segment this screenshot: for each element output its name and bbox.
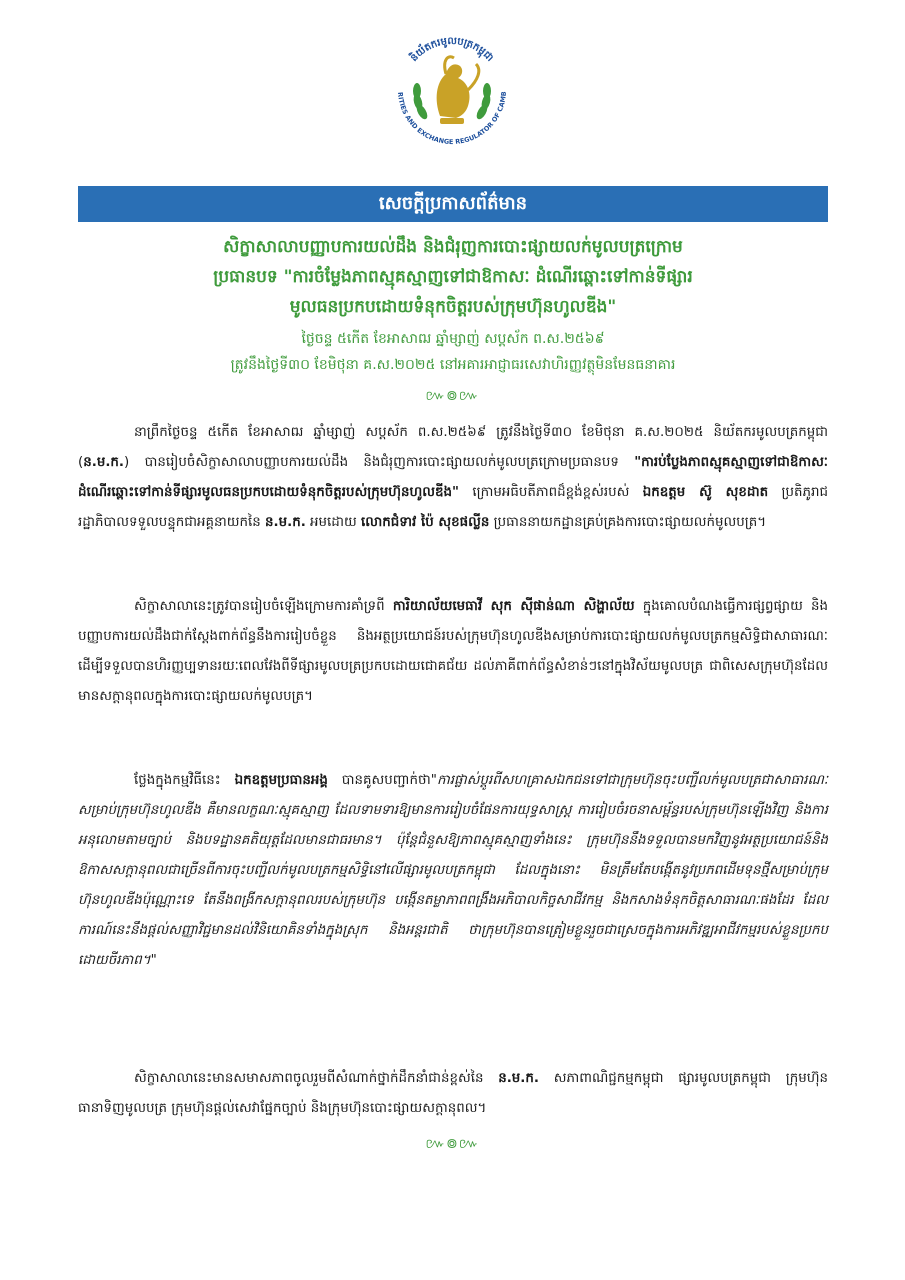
p1-chairman-name: ឯកឧត្តម ស៊ូ សុខដាត bbox=[642, 485, 769, 500]
p1-text-k: ប្រធាននាយកដ្ឋានគ្រប់គ្រងការបោះផ្សាយលក់មូលបត្រ។ bbox=[489, 515, 767, 530]
event-date-location: ត្រូវនឹងថ្ងៃទី៣០ ខែមិថុនា គ.ស.២០២៥ នៅអគារអាជ្ញាធរសេវាហិរញ្ញវត្ថុមិនមែនធនាគារ bbox=[230, 357, 676, 373]
event-date-lunar: ថ្ងៃចន្ទ ៥កើត ខែអាសាឍ ឆ្នាំម្សាញ់ សប្តស័ក ព.ស.២៥៦៩ bbox=[301, 331, 605, 347]
p2-text-a: សិក្ខាសាលានេះត្រូវបានរៀបចំឡើងក្រោមការគាំទ្រពី bbox=[134, 599, 393, 614]
headline-line-3: មូលធនប្រកបដោយទំនុកចិត្តរបស់ក្រុមហ៊ុនហូលឌីង" bbox=[289, 297, 617, 317]
p3-text-a: ថ្លែងក្នុងកម្មវិធីនេះ bbox=[134, 773, 235, 788]
p1-text-g: ប្រតិភូរាជរដ្ឋាភិបាលទទួលបន្ទុកជាអគ្គនាយកនៃ bbox=[78, 485, 829, 530]
p1-text-a: នាព្រឹកថ្ងៃចន្ទ ៥កើត ខែអាសាឍ ឆ្នាំម្សាញ់ សប្តស័ក ព.ស.២៥៦៩ ត្រូវនឹងថ្ងៃទី៣០ ខែមិថុនា គ.ស.២០២៥ និយ័តករមូលបត្រកម្ពុជា ( bbox=[78, 425, 828, 470]
headline-line-1: សិក្ខាសាលាបញ្ញាបការយល់ដឹង និងជំរុញការបោះផ្សាយលក់មូលបត្រក្រោម bbox=[223, 237, 683, 257]
ornament-divider: ៚៙៚ bbox=[425, 388, 480, 404]
p3-quote: "ការផ្លាស់ប្តូរពីសហគ្រាសឯកជនទៅជាក្រុមហ៊ុនចុះបញ្ជីលក់មូលបត្រជាសាធារណៈសម្រាប់ក្រុមហ៊ុនហូលឌីង គឺមានលក្ខណៈស្មុគស្មាញ ដែលទាមទារឱ្យមានការរៀបចំផែនការយុទ្ធសាស្ត្រ ការរៀបចំរចនាសម្ព័ន្ធរបស់ក្រុមហ៊ុនឡើងវិញ និងការអនុលោមតាមច្បាប់ និងបទដ្ឋានគតិយុត្តដែលមានជាធរមាន។ ប៉ុន្តែជំនួសឱ្យភាពស្មុគស្មាញទាំងនេះ ក្រុមហ៊ុននឹងទទួលបានមកវិញនូវអត្ថប្រយោជន៍និងឱកាសសក្តានុពលជាច្រើនពីការចុះបញ្ជីលក់មូលបត្រកម្មសិទ្ធិនៅលើផ្សារមូលបត្រកម្ពុជា ដែលក្នុងនោះ មិនត្រឹមតែបង្កើតនូវប្រភពដើមទុនថ្មីសម្រាប់ក្រុមហ៊ុនហូលឌីងប៉ុណ្ណោះទេ តែនឹងពង្រីកសក្តានុពលរបស់ក្រុមហ៊ុន បង្កើនតម្លាភាពពង្រឹងអភិបាលកិច្ចសាជីវកម្ម និងកសាងទំនុកចិត្តសាធារណៈផងដែរ ដែលការណ៍នេះនឹងផ្តល់សញ្ញាវិជ្ជមានដល់វិនិយោគិនទាំងក្នុងស្រុក និងអន្តរជាតិ ថាក្រុមហ៊ុនបានត្រៀមខ្លួនរួចជាស្រេចក្នុងការអភិវឌ្ឍអាជីវកម្មរបស់ខ្លួនប្រកបដោយចីរភាព។" bbox=[78, 773, 828, 968]
p1-text-e: ក្រោមអធិបតីភាពដ៏ខ្ពង់ខ្ពស់របស់ bbox=[458, 485, 643, 500]
p2-law-firm: ការិយាល័យមេធាវី សុក ស៊ីផាន់ណា សិង្ហាល័យ bbox=[392, 599, 635, 614]
paragraph-1 bbox=[78, 418, 828, 538]
p2-text-c: ក្នុងគោលបំណងធ្វើការផ្សព្វផ្សាយ និងបញ្ញាបការយល់ដឹងជាក់ស្តែងពាក់ព័ន្ធនឹងការរៀបចំខ្លួន និងអត្ថប្រយោជន៍របស់ក្រុមហ៊ុនហូលឌីងសម្រាប់ការបោះផ្សាយលក់មូលបត្រកម្មសិទ្ធិជាសាធារណៈដើម្បីទទួលបានហិរញ្ញប្បទានរយៈពេលវែងពីទីផ្សារមូលបត្រប្រកបដោយជោគជ័យ ដល់ភាគីពាក់ព័ន្ធសំខាន់ៗនៅក្នុងវិស័យមូលបត្រ ជាពិសេសក្រុមហ៊ុនដែលមានសក្តានុពលក្នុងការបោះផ្សាយលក់មូលបត្រ។ bbox=[78, 599, 828, 704]
paragraph-4 bbox=[78, 1064, 828, 1124]
p1-director-name: លោកជំទាវ ប៉ៃ សុខផល្លីន bbox=[361, 515, 490, 530]
p4-text-c: សភាពាណិជ្ជកម្មកម្ពុជា ផ្សារមូលបត្រកម្ពុជា ក្រុមហ៊ុនធានាទិញមូលបត្រ ក្រុមហ៊ុនផ្តល់សេវាផ្នែកច្បាប់ និងក្រុមហ៊ុនបោះផ្សាយសក្តានុពល។ bbox=[78, 1071, 828, 1116]
p1-org-abbr-2: ន.ម.ក. bbox=[265, 515, 306, 530]
headline-line-2: ប្រធានបទ "ការចំម្លែងភាពស្មុគស្មាញទៅជាឱកាសៈ ដំណើរឆ្ពោះទៅកាន់ទីផ្សារ bbox=[213, 267, 693, 287]
logo-top-text: និយ័តករមូលបត្រកម្ពុជា bbox=[408, 35, 496, 64]
p1-theme: "ការប់ប្លែងភាពស្មុគស្មាញទៅជាឱកាសៈ ដំណើរឆ្ពោះទៅកាន់ទីផ្សារមូលធនប្រកបដោយទំនុកចិត្តរបស់ក្រុមហ៊ុនហូលឌីង" bbox=[78, 455, 828, 500]
p1-text-c: ) បានរៀបចំសិក្ខាសាលាបញ្ញាបការយល់ដឹង និងជំរុញការបោះផ្សាយលក់មូលបត្រក្រោមប្រធានបទ bbox=[124, 455, 635, 470]
rooster-emblem-icon bbox=[382, 20, 522, 160]
p4-text-a: សិក្ខាសាលានេះមានសមាសភាពចូលរួមពីសំណាក់ថ្នាក់ដឹកនាំជាន់ខ្ពស់នៃ bbox=[134, 1071, 499, 1086]
ornament-divider-bottom: ៚៙៚ bbox=[425, 1136, 480, 1152]
svg-text:និយ័តករមូលបត្រកម្ពុជា bbox=[407, 36, 495, 64]
announcement-banner bbox=[78, 186, 828, 222]
p1-text-i: អមដោយ bbox=[305, 515, 362, 530]
paragraph-2 bbox=[78, 592, 828, 712]
p4-org-abbr: ន.ម.ក. bbox=[498, 1071, 539, 1086]
p3-text-c: បានគូសបញ្ជាក់ថា bbox=[327, 773, 431, 788]
paragraph-3 bbox=[78, 766, 828, 976]
banner-title: សេចក្តីប្រកាសព័ត៌មាន bbox=[378, 192, 528, 214]
p1-org-abbr: ន.ម.ក. bbox=[83, 455, 124, 470]
p3-speaker: ឯកឧត្តមប្រធានអង្គ bbox=[234, 773, 328, 788]
logo-bottom-text: RITIES AND EXCHANGE REGULATOR OF CAMB bbox=[395, 91, 509, 147]
logo bbox=[382, 20, 522, 160]
